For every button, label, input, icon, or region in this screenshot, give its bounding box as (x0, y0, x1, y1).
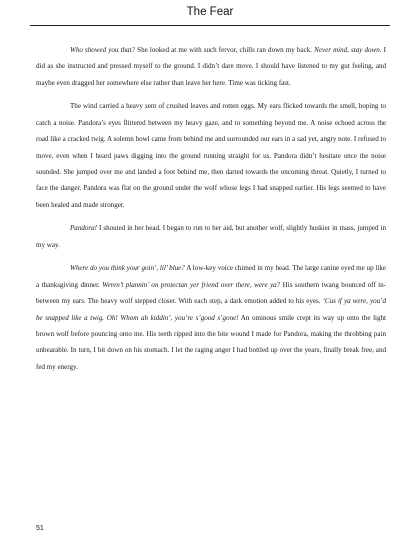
italic-text-run: Where do you think your goin’, lil’ blue? (70, 264, 185, 273)
italic-text-run: Weren’t plannin’ on protectan yer friend over there, were ya? (102, 280, 281, 289)
italic-text-run: ‘Cus if ya were, you’d be snapped like a twig. Oh! Whom ah kiddin’, you’re s’good s’gone! (36, 297, 386, 322)
text-run: She looked at me with such fervor, chills ran down my back. (135, 46, 315, 54)
page-number: 51 (36, 525, 44, 532)
body-text (36, 42, 386, 382)
italic-text-run: Never mind, stay down. (314, 46, 382, 54)
text-run: A low-key voice chimed in my head. The large canine eyed me up like a thanksgiving dinner. (36, 264, 386, 289)
paragraph (36, 42, 386, 91)
text-run: An ominous smile crept its way up onto the light brown wolf before pouncing onto me. His teeth ripped into the bite wound I made for Pandora, making the throbbing pain unbearable. In turn, I bit down on his stomach. I let the raging anger I had bottled up over the years, finally break free, and fed my energy. (36, 313, 386, 371)
paragraph (36, 98, 386, 213)
header-divider (30, 25, 390, 26)
page-header-title: The Fear (186, 6, 234, 18)
paragraph (36, 220, 386, 253)
text-run: I did as she instructed and pressed myself to the ground. I didn’t dare move. I should have listened to my gut feeling, and maybe even dragged her somewhere else rather than leave her here. Time was ticking fast. (36, 46, 386, 87)
italic-text-run: Who showed you that? (70, 46, 136, 54)
text-run: I shouted in her head. I began to run to her aid, but another wolf, slightly huskier in mass, jumped in my way. (36, 224, 386, 249)
text-run: The wind carried a heavy sent of crushed leaves and rotten eggs. My ears flicked towards the smell, hoping to catch a noise. Pandora’s eyes flittered between my heavy gaze, and to something beyond me. A noise echoed across the road like a cracked twig. A solemn howl came from behind me and surrounded our ears in a sad yet, angry note. I refused to move, even when I heard paws digging into the ground running straight for us. Pandora didn’t hesitate once the noise sounded. She jumped over me and landed a foot behind me, then darted towards the oncoming threat. Quietly, I turned to face the danger. Pandora was flat on the ground under the wolf whose legs I had snapped earlier. His legs seemed to have been healed and made stronger. (36, 102, 386, 209)
italic-text-run: Pandora! (70, 224, 98, 233)
text-run: His southern twang bounced off in-between my ears. The heavy wolf stepped closer. With each step, a dark emotion added to his eyes. (36, 280, 386, 306)
paragraph (36, 260, 386, 375)
